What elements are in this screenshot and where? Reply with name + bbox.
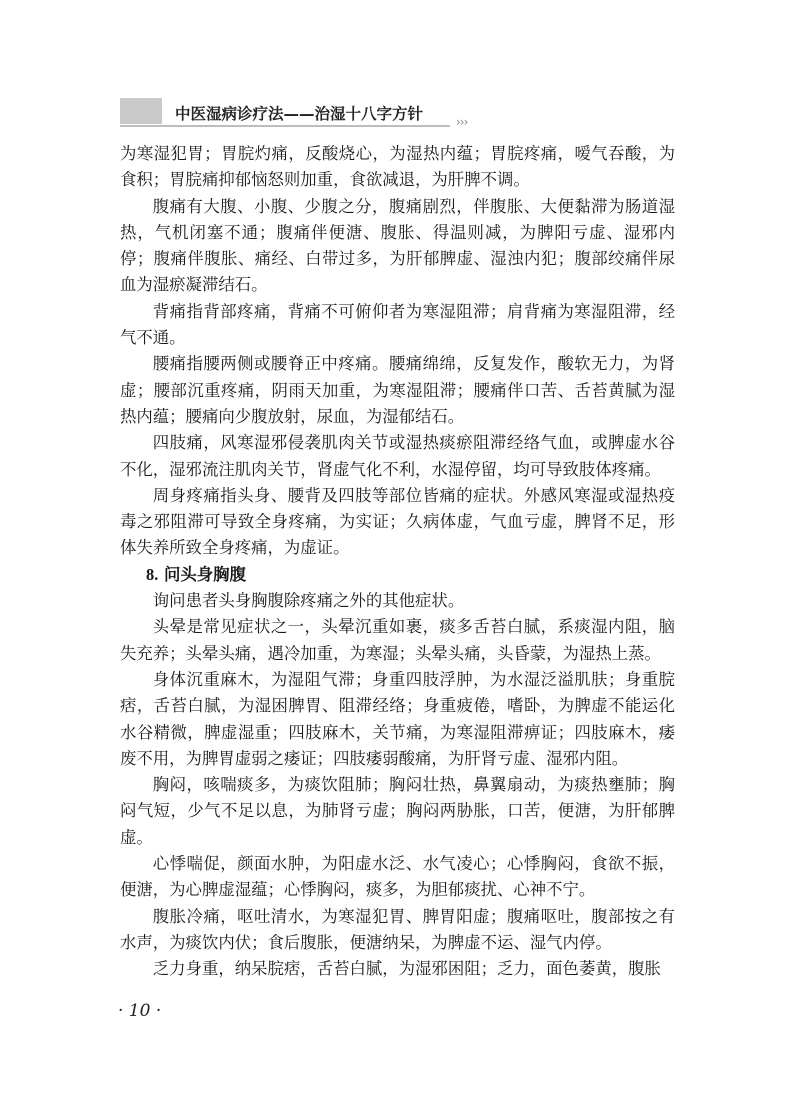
paragraph: 为寒湿犯胃；胃脘灼痛，反酸烧心，为湿热内蕴；胃脘疼痛，嗳气吞酸，为食积；胃脘痛抑郁恼怒则加重，食欲减退，为肝脾不调。	[120, 144, 675, 190]
paragraph: 询问患者头身胸腹除疼痛之外的其他症状。	[152, 591, 465, 611]
paragraph: 身体沉重麻木，为湿阻气滞；身重四肢浮肿，为水湿泛溢肌肤；身重脘痞，舌苔白腻，为湿困脾胃、阻滞经络；身重疲倦，嗜卧，为脾虚不能运化水谷精微，脾虚湿重；四肢麻木，关节痛，为寒湿阻滞痹证；四肢麻木，痿废不用，为脾胃虚弱之痿证；四肢痿弱酸痛，为肝肾亏虚、湿邪内阻。	[120, 669, 675, 768]
paragraph: 腹痛有大腹、小腹、少腹之分，腹痛剧烈，伴腹胀、大便黏滞为肠道湿热，气机闭塞不通；腹痛伴便溏、腹胀、得温则减，为脾阳亏虚、湿邪内停；腹痛伴腹胀、痛经、白带过多，为肝郁脾虚、湿浊内犯；腹部绞痛伴尿血为湿瘀凝滞结石。	[120, 196, 675, 295]
book-title: 中医湿病诊疗法——治湿十八字方针	[175, 105, 424, 123]
paragraph: 心悸喘促，颜面水肿，为阳虚水泛、水气凌心；心悸胸闷，食欲不振，便溏，为心脾虚湿蕴；心悸胸闷，痰多，为胆郁痰扰、心神不宁。	[120, 854, 675, 900]
page-number: · 10 ·	[118, 1001, 162, 1021]
paragraph: 腰痛指腰两侧或腰脊正中疼痛。腰痛绵绵，反复发作，酸软无力，为肾虚；腰部沉重疼痛，阴雨天加重，为寒湿阻滞；腰痛伴口苦、舌苔黄腻为湿热内蕴；腰痛向少腹放射，尿血，为湿郁结石。	[120, 354, 675, 426]
paragraph: 胸闷，咳喘痰多，为痰饮阻肺；胸闷壮热，鼻翼扇动，为痰热壅肺；胸闷气短，少气不足以息，为肺肾亏虚；胸闷两胁胀，口苦，便溏，为肝郁脾虚。	[120, 775, 675, 847]
section-title: 问头身胸腹	[164, 564, 246, 584]
header-rule	[120, 125, 450, 127]
paragraph: 周身疼痛指头身、腰背及四肢等部位皆痛的症状。外感风寒湿或湿热疫毒之邪阻滞可导致全身疼痛，为实证；久病体虚，气血亏虚，脾肾不足，形体失养所致全身疼痛，为虚证。	[120, 485, 675, 558]
chevron-right-icon: ›››	[456, 115, 468, 129]
paragraph: 头晕是常见症状之一，头晕沉重如裹，痰多舌苔白腻，系痰湿内阻，脑失充养；头晕头痛，遇冷加重，为寒湿；头晕头痛，头昏蒙，为湿热上蒸。	[120, 617, 675, 663]
header-decor-block	[120, 98, 162, 124]
paragraph: 背痛指背部疼痛，背痛不可俯仰者为寒湿阻滞；肩背痛为寒湿阻滞，经气不通。	[120, 301, 675, 348]
paragraph: 腹胀冷痛，呕吐清水，为寒湿犯胃、脾胃阳虚；腹痛呕吐，腹部按之有水声，为痰饮内伏；食后腹胀，便溏纳呆，为脾虚不运、湿气内停。	[120, 906, 675, 952]
section-number: 8.	[146, 564, 159, 584]
running-header	[120, 98, 480, 128]
paragraph: 四肢痛，风寒湿邪侵袭肌肉关节或湿热痰瘀阻滞经络气血，或脾虚水谷不化，湿邪流注肌肉关节，肾虚气化不利，水湿停留，均可导致肢体疼痛。	[120, 433, 675, 479]
page-body	[120, 141, 675, 983]
paragraph: 乏力身重，纳呆脘痞，舌苔白腻，为湿邪困阻；乏力，面色萎黄，腹胀	[152, 959, 661, 979]
section-heading	[120, 562, 675, 588]
